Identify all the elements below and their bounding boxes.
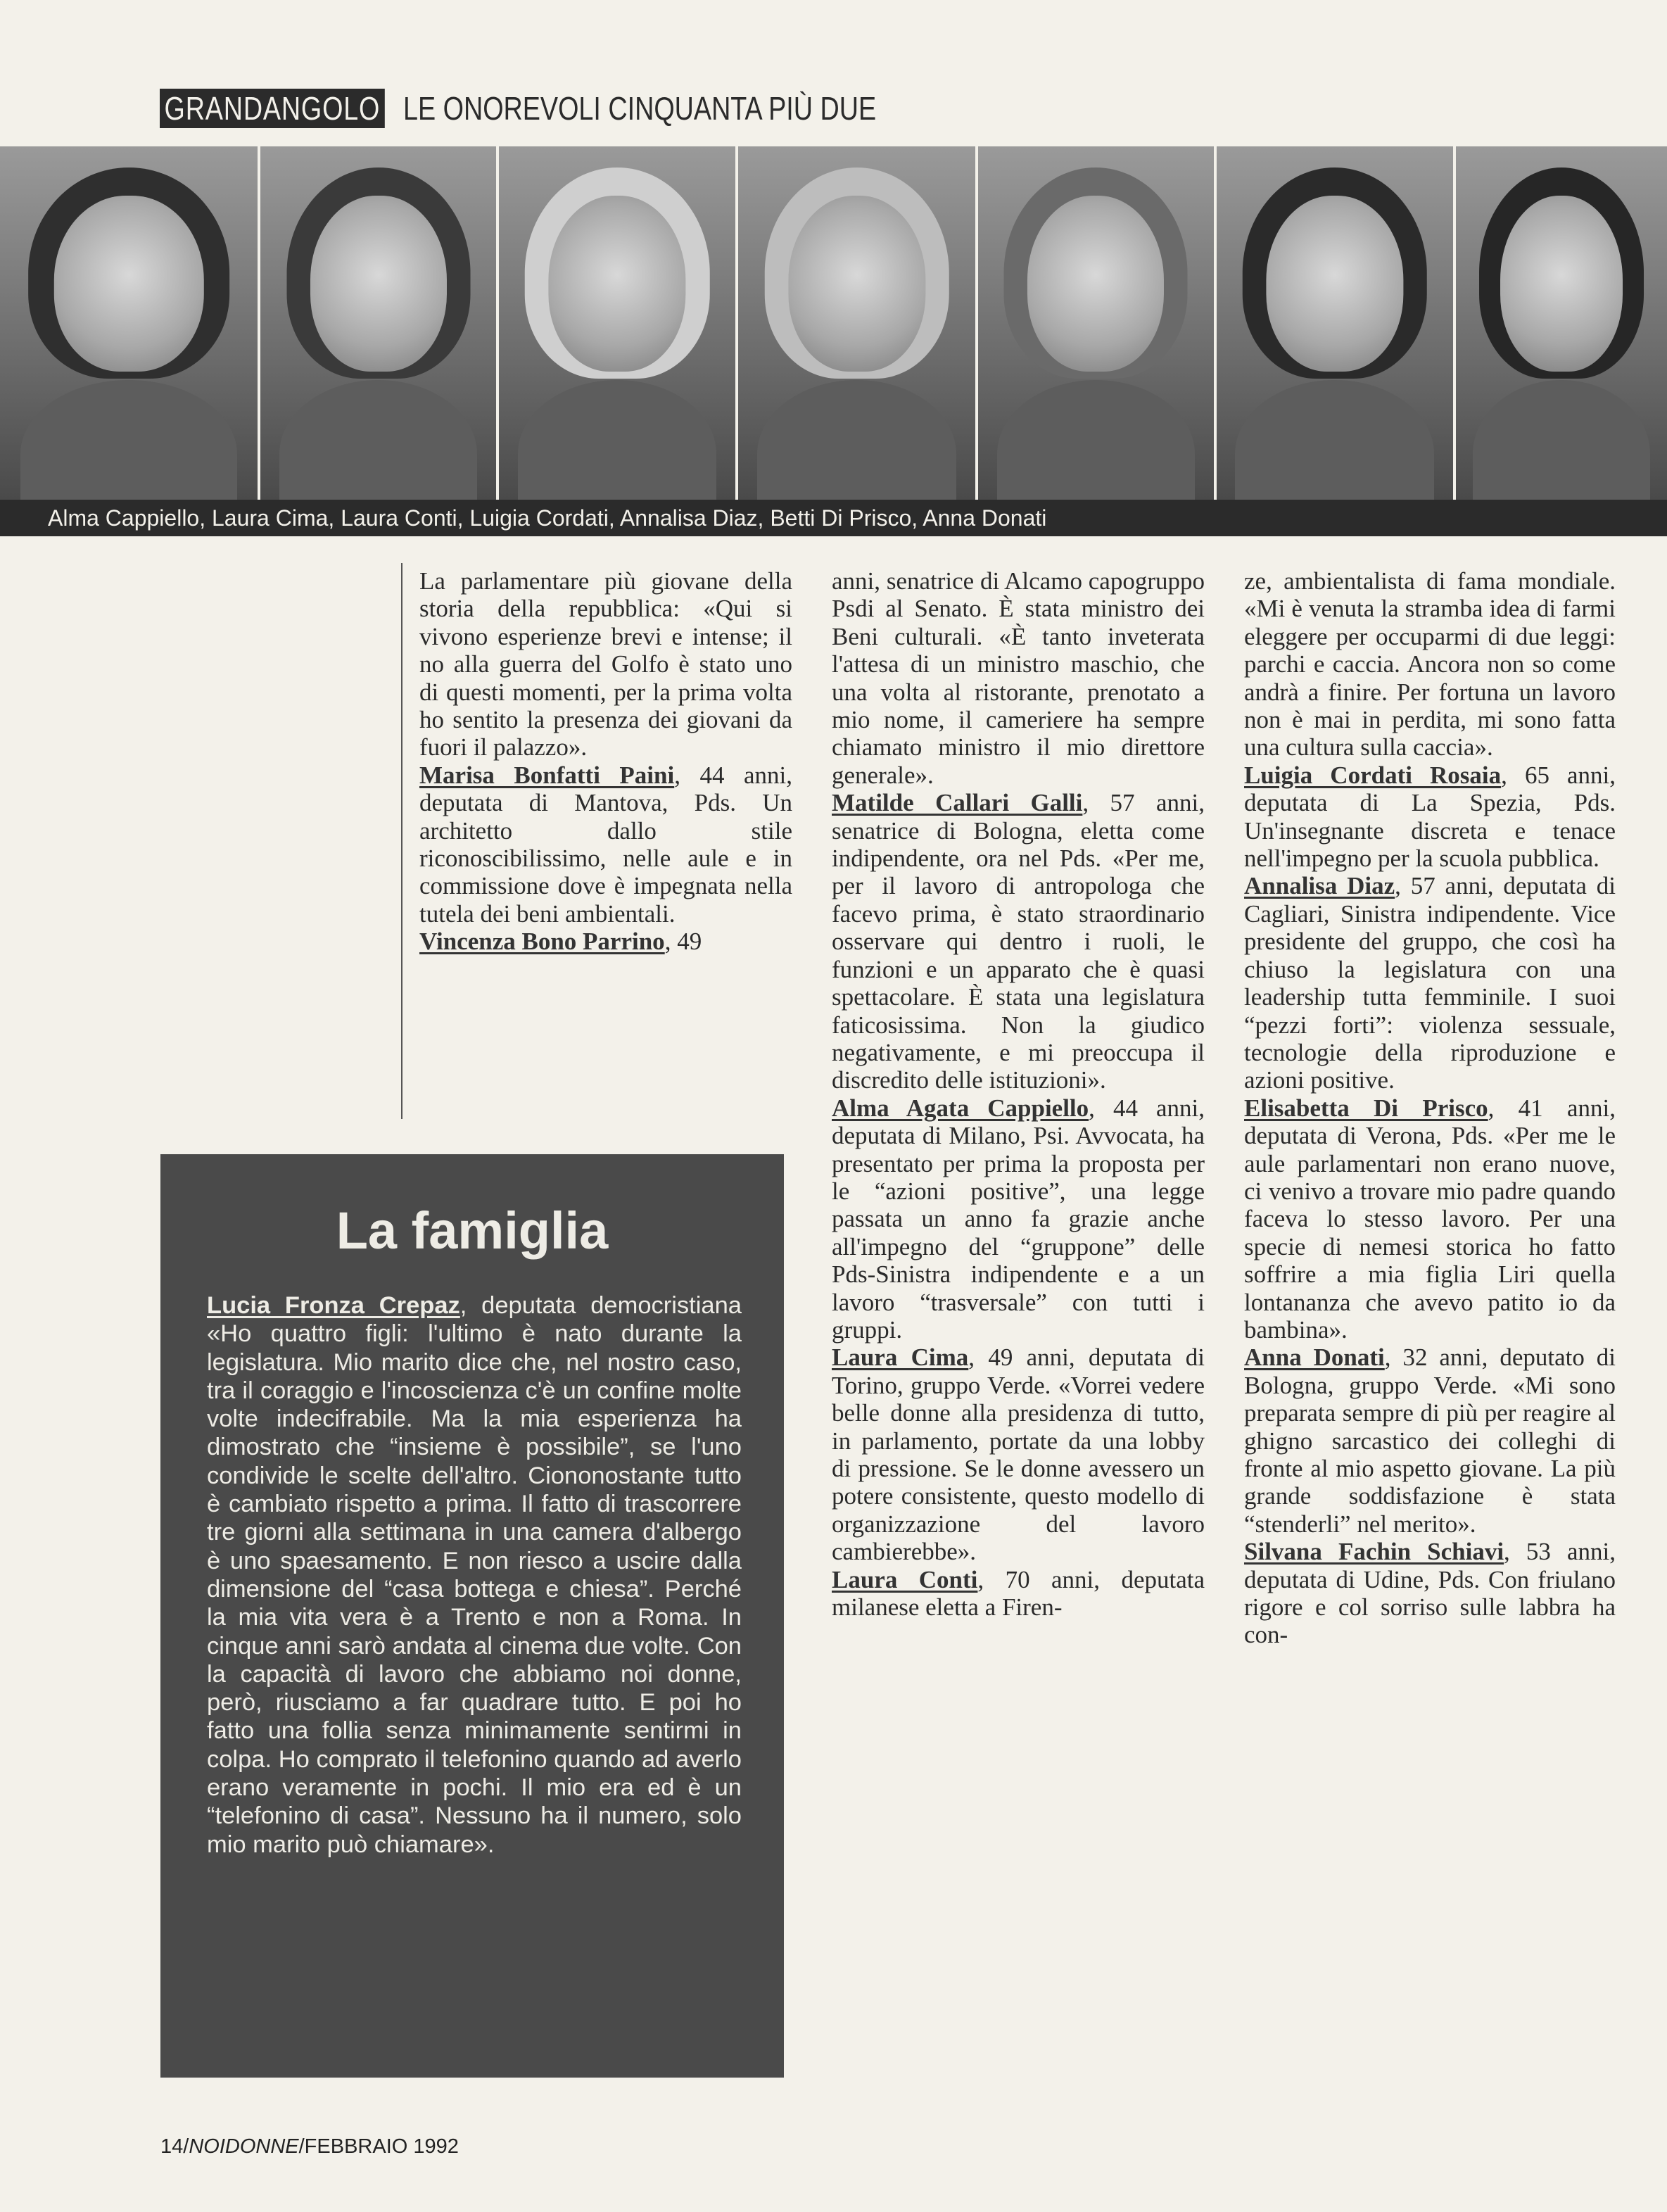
portrait-face xyxy=(1027,196,1164,372)
portrait-face xyxy=(549,196,686,372)
portrait-shoulders xyxy=(1235,380,1434,500)
portrait-shoulders xyxy=(757,380,956,500)
sidebar-lead-name: Lucia Fronza Crepaz xyxy=(207,1292,460,1319)
member-name: Luigia Cordati Rosaia xyxy=(1244,761,1502,789)
portrait-photo xyxy=(0,146,260,500)
portrait-photo xyxy=(1217,146,1457,500)
profile-paragraph xyxy=(1244,1094,1616,1344)
portrait-strip xyxy=(0,146,1667,500)
member-name: Matilde Callari Galli xyxy=(832,789,1083,817)
text-column-2 xyxy=(832,567,1205,1621)
portrait-shoulders xyxy=(518,380,717,500)
portrait-shoulders xyxy=(997,380,1195,500)
profile-text: , 53 anni, deputata di Udine, Pds. Con friulano rigore e col sorriso sulle labbra ha con- xyxy=(1244,1538,1616,1649)
portrait-face xyxy=(310,196,447,372)
portrait-photo xyxy=(738,146,978,500)
member-name: Annalisa Diaz xyxy=(1244,872,1395,900)
profile-text: , 57 anni, deputata di Cagliari, Sinistra indipendente. Vice presidente del gruppo, che così ha chiuso la legislatura con una leadership tutta femminile. I suoi “pezzi forti”: violenza sessuale, tecnologie della riproduzione e azioni positive. xyxy=(1244,872,1616,1094)
member-name: Alma Agata Cappiello xyxy=(832,1094,1089,1122)
member-name: Silvana Fachin Schiavi xyxy=(1244,1538,1504,1566)
profile-paragraph xyxy=(832,1344,1205,1565)
sidebar-body xyxy=(207,1291,742,1859)
profile-text: anni, senatrice di Alcamo capogruppo Psdi al Senato. È stata ministro dei Beni culturali. «È tanto inveterata l'attesa di un ministro maschio, che una volta al ristorante, prenotato a mio nome, il cameriere ha sempre chiamato ministro il mio direttore generale». xyxy=(832,567,1205,789)
profile-paragraph xyxy=(832,789,1205,1094)
text-column-1 xyxy=(419,567,792,956)
sidebar-box xyxy=(160,1154,784,2078)
member-name: Vincenza Bono Parrino xyxy=(419,928,665,956)
profile-text: , 57 anni, senatrice di Bologna, eletta come indipendente, ora nel Pds. «Per me, per il lavoro di antropologa che facevo prima, è stato straordinario osservare qui dentro i ruoli, le funzioni e un apparato che è quasi spettacolare. È stata una legislatura faticosissima. Non la giudico negativamente, e mi preoccupa il discredito delle istituzioni». xyxy=(832,789,1205,1094)
profile-paragraph xyxy=(832,567,1205,789)
profile-paragraph xyxy=(419,567,792,761)
portrait-shoulders xyxy=(20,380,237,500)
sidebar-lead-rest: , deputata democristiana xyxy=(459,1292,742,1319)
profile-text: , 32 anni, deputato di Bologna, gruppo Verde. «Mi sono preparata sempre di più per reagire al ghigno sarcastico dei colleghi di fronte al mio aspetto giovane. La più grande soddisfazione è stata “stenderli” nel merito». xyxy=(1244,1344,1616,1538)
portrait-photo xyxy=(260,146,499,500)
profile-paragraph xyxy=(419,928,792,955)
member-name: Anna Donati xyxy=(1244,1344,1385,1372)
profile-text: , 41 anni, deputata di Verona, Pds. «Per me le aule parlamentari non erano nuove, ci venivo a trovare mio padre quando faceva lo stesso lavoro. Per una specie di nemesi storica ho fatto soffrire a mia figlia Liri quella lontananza che avevo patito io da bambina». xyxy=(1244,1094,1616,1344)
profile-paragraph xyxy=(1244,872,1616,1094)
profile-text: , 70 anni, deputata milanese eletta a Firen- xyxy=(832,1565,1205,1622)
profile-text: , 65 anni, deputata di La Spezia, Pds. Un'insegnante discreta e tenace nell'impegno per la scuola pubblica. xyxy=(1244,761,1616,873)
profile-paragraph xyxy=(1244,761,1616,873)
issue-date: /FEBBRAIO 1992 xyxy=(298,2135,459,2158)
magazine-name: NOIDONNE xyxy=(189,2135,299,2158)
profile-text: , 49 xyxy=(664,928,702,956)
sidebar-quote: «Ho quattro figli: l'ultimo è nato durante la legislatura. Mio marito dice che, nel nostro caso, tra il coraggio e l'incoscienza c'è un confine molte volte indecifrabile. Ma la mia esperienza ha dimostrato che “insieme è possibile”, se l'uno condivide le scelte dell'altro. Ciononostante tutto è cambiato rispetto a prima. Il fatto di trascorrere tre giorni alla settimana in una camera d'albergo è uno spaesamento. E non riesco a uscire dalla dimensione del “casa bottega e chiesa”. Perché la mia vita vera è a Trento e non a Roma. In cinque anni sarò andata al cinema due volte. Con la capacità di lavoro che abbiamo noi donne, però, riusciamo a far quadrare tutto. E poi ho fatto una follia senza minimamente sentirmi in colpa. Ho comprato il telefonino quando ad averlo erano veramente in pochi. Il mio era ed è un “telefonino di casa”. Nessuno ha il numero, solo mio marito può chiamare». xyxy=(207,1320,742,1858)
profile-paragraph xyxy=(1244,1344,1616,1538)
portrait-photo xyxy=(978,146,1217,500)
member-name: Laura Conti xyxy=(832,1565,978,1593)
section-label: GRANDANGOLO xyxy=(160,89,385,128)
profile-text: ze, ambientalista di fama mondiale. «Mi è venuta la stramba idea di farmi eleggere per occuparmi di due leggi: parchi e caccia. Ancora non so come andrà a finire. Per fortuna un lavoro non è mai in perdita, mi sono fatta una cultura sulla caccia». xyxy=(1244,567,1616,761)
member-name: Laura Cima xyxy=(832,1344,969,1372)
portrait-shoulders xyxy=(1473,380,1650,500)
profile-text: , 49 anni, deputata di Torino, gruppo Verde. «Vorrei vedere belle donne alla presidenza di tutto, in parlamento, portate da una lobby di pressione. Se le donne avessero un potere consistente, questo modello di organizzazione del lavoro cambierebbe». xyxy=(832,1344,1205,1566)
profile-text: La parlamentare più giovane della storia della repubblica: «Qui si vivono esperienze brevi e intense; il no alla guerra del Golfo è stato uno di questi momenti, per la prima volta ho sentito la presenza dei giovani da fuori il palazzo». xyxy=(419,567,792,761)
article-title: LE ONOREVOLI CINQUANTA PIÙ DUE xyxy=(403,90,877,127)
portrait-face xyxy=(1500,196,1623,372)
member-name: Elisabetta Di Prisco xyxy=(1244,1094,1488,1122)
profile-text: , 44 anni, deputata di Milano, Psi. Avvocata, ha presentato per prima la proposta per le “azioni positive”, una legge passata un anno fa grazie anche all'impegno del “gruppone” delle Pds-Sinistra indipendente e a un lavoro “trasversale” con tutti i gruppi. xyxy=(832,1094,1205,1344)
member-name: Marisa Bonfatti Paini xyxy=(419,761,675,789)
photo-caption: Alma Cappiello, Laura Cima, Laura Conti, Luigia Cordati, Annalisa Diaz, Betti Di Prisco, Anna Donati xyxy=(48,505,1047,531)
profile-paragraph xyxy=(832,1566,1205,1622)
photo-caption-bar xyxy=(0,500,1667,536)
column-rule xyxy=(401,563,403,1119)
portrait-face xyxy=(788,196,925,372)
profile-text: , 44 anni, deputata di Mantova, Pds. Un architetto dallo stile riconoscibilissimo, nelle aule e in commissione dove è impegnata nella tutela dei beni ambientali. xyxy=(419,761,792,928)
sidebar-title: La famiglia xyxy=(336,1201,609,1260)
portrait-face xyxy=(54,196,203,372)
page-footer xyxy=(160,2135,459,2159)
portrait-face xyxy=(1266,196,1403,372)
portrait-photo xyxy=(499,146,739,500)
profile-paragraph xyxy=(419,761,792,928)
page-number: 14/ xyxy=(160,2135,189,2158)
profile-paragraph xyxy=(832,1094,1205,1344)
profile-paragraph xyxy=(1244,567,1616,761)
page-header xyxy=(160,89,980,128)
text-column-3 xyxy=(1244,567,1616,1649)
profile-paragraph xyxy=(1244,1538,1616,1649)
portrait-shoulders xyxy=(279,380,477,500)
portrait-photo xyxy=(1456,146,1667,500)
